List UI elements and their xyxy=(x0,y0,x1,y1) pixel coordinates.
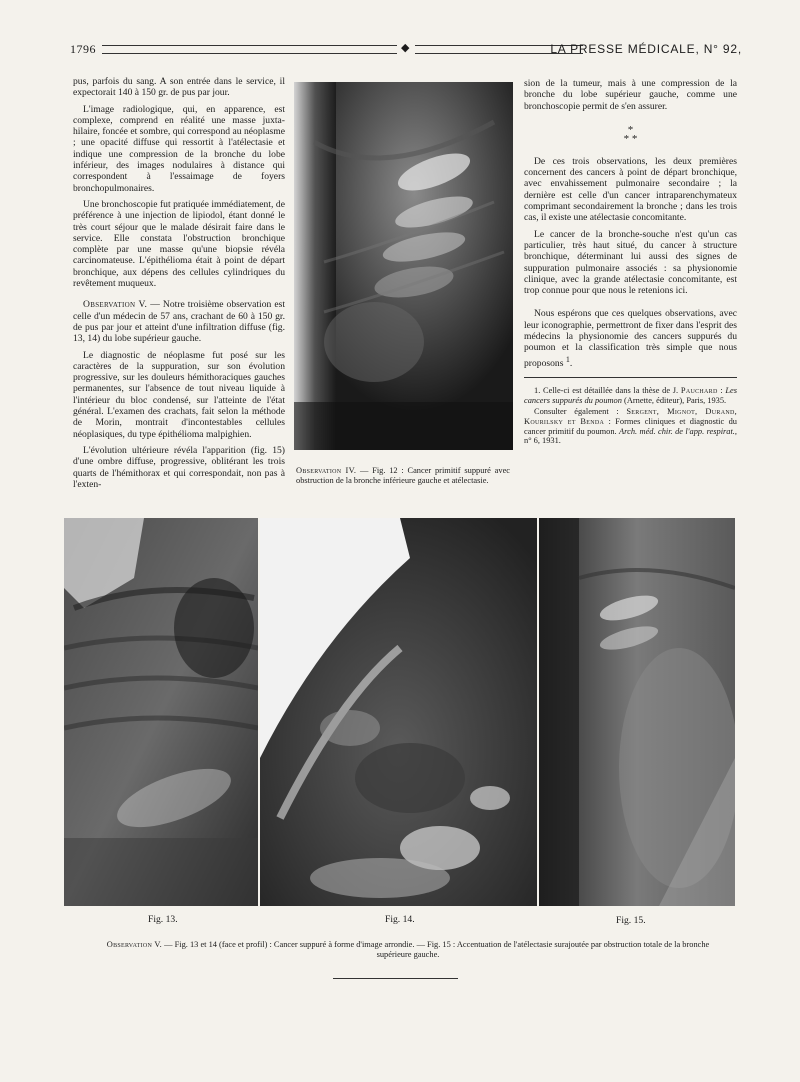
footnote-author: Pauchard xyxy=(680,386,718,396)
footnote-authors: Sergent, Mignot, Durand, Kourilsky et Benda xyxy=(524,407,737,426)
paragraph: pus, parfois du sang. A son entrée dans le service, il expectorait 140 à 150 gr. de pus par jour. xyxy=(73,76,285,99)
observation-v-paragraph xyxy=(73,299,285,344)
running-header xyxy=(70,42,742,60)
footnote-marker: 1 xyxy=(565,354,570,364)
caption-observation-label: Observation IV. xyxy=(296,466,357,475)
footnote-title: Les cancers suppurés du poumon xyxy=(524,386,738,405)
footnote-text: Consulter également : xyxy=(534,407,627,417)
footnote-rule xyxy=(524,377,737,378)
caption-text: — Fig. 13 et 14 (face et profil) : Cancer suppuré à forme d'image arrondie. — Fig. 15 : Accentuation de l'atélectasie surajoutée par obstruction totale de la bronche supérieure gauche. xyxy=(162,940,710,959)
footnote-separator: : xyxy=(717,386,726,396)
header-rule-left xyxy=(102,45,397,54)
footnote-journal: Arch. méd. chir. de l'app. respirat. xyxy=(619,426,735,436)
left-text-column xyxy=(73,76,285,495)
xray-figure-15 xyxy=(539,518,735,906)
section-break-asterisks xyxy=(524,123,737,145)
paragraph-text: Nous espérons que ces quelques observations, avec leur iconographie, permettront de fixer dans l'esprit des médecins la physionomie des cancers suppurés du poumon et la classification très simple que nous proposons xyxy=(524,308,737,369)
paragraph: Le cancer de la bronche-souche n'est qu'un cas particulier, très haut situé, du cancer à structure bronchique, déterminant lui aussi des signes de suppuration pulmonaire associés : sa physionomie clinique, avec la grande atélectasie concomitante, est trop connue pour que nous le retenions ici. xyxy=(524,228,737,297)
paragraph: Le diagnostic de néoplasme fut posé sur les caractères de la suppuration, sur son évolution progressive, sur les douleurs hémithoraciques gauches permanentes, sur l'absence de tout niveau liquide à l'intérieur du bloc condensé, sur l'atteinte de l'état général. L'examen des crachats, fait selon la méthode de Morin, montrait d'incontestables cellules néoplasiques, du type épithélioma malpighien. xyxy=(73,349,285,440)
paragraph xyxy=(524,308,737,369)
paragraph-text: — Notre troisième observation est celle d'un médecin de 57 ans, crachant de 60 à 150 gr. de pus par jour et atteint d'une infiltration diffuse (fig. 13, 14) du lobe supérieur gauche. xyxy=(73,299,286,345)
xray-figure-13 xyxy=(64,518,258,906)
footnote-text: (Arnette, éditeur), Paris, 1935. xyxy=(621,395,727,405)
footnote-text: : Formes cliniques et diagnostic du cancer primitif du poumon. xyxy=(524,416,737,436)
footnote-text: , n° 6, 1931. xyxy=(524,426,737,446)
right-text-column xyxy=(524,78,737,448)
diamond-ornament-icon: ◆ xyxy=(401,42,410,54)
asterisk-bottom: * * xyxy=(623,132,638,145)
closing-rule xyxy=(333,978,458,979)
footnote-1 xyxy=(524,386,737,405)
xray-figure-14 xyxy=(260,518,537,906)
observation-label: Observation V. xyxy=(83,299,148,311)
journal-title: LA PRESSE MÉDICALE, N° 92, xyxy=(550,42,742,56)
figure-13-label: Fig. 13. xyxy=(148,914,178,925)
paragraph: L'évolution ultérieure révéla l'apparition (fig. 15) d'une ombre diffuse, progressive, oblitérant les trois quarts de l'hémithorax et qui correspondait, non pas à l'exten- xyxy=(73,444,285,490)
figure-14-label: Fig. 14. xyxy=(385,914,415,925)
paragraph: sion de la tumeur, mais à une compression de la bronche du lobe supérieur gauche, comme une bronchoscopie permit de s'en assurer. xyxy=(524,78,737,112)
page-number: 1796 xyxy=(70,42,96,56)
figure-15-label: Fig. 15. xyxy=(616,915,646,926)
figure-12-caption xyxy=(296,466,510,486)
footnote-2 xyxy=(524,407,737,445)
footnotes xyxy=(524,386,737,446)
paragraph: De ces trois observations, les deux premières concernent des cancers à point de départ bronchique, avec envahissement pulmonaire secondaire ; la dernière est celle d'un cancer intraparenchymateux comprimant secondairement la bronche ; dans les trois cas, il existe une atélectasie concomitante. xyxy=(524,155,737,224)
figures-13-15-caption xyxy=(96,940,720,960)
caption-text: — Fig. 12 : Cancer primitif suppuré avec obstruction de la bronche inférieure gauche et atélectasie. xyxy=(296,466,511,485)
paragraph-end: . xyxy=(569,357,573,369)
footnote-text: 1. Celle-ci est détaillée dans la thèse de J. xyxy=(534,386,679,396)
caption-observation-label: Observation V. xyxy=(106,940,163,949)
asterisk-top: * xyxy=(627,123,634,136)
paragraph: Une bronchoscopie fut pratiquée immédiatement, de préférence à une injection de lipiodol, étant donné le très court séjour que le malade désirait faire dans le service. Elle constata l'obstruction bronchique complète par une masse qu'une biopsie révéla carcinomateuse. L'épithélioma était à point de départ bronchique, aux dépens des cellules cylindriques du revêtement muqueux. xyxy=(73,198,285,290)
paragraph: L'image radiologique, qui, en apparence, est complexe, comprend en réalité une masse juxta-hilaire, foncée et sombre, qui correspond au néoplasme ; une opacité diffuse qui ressortit à l'atélectasie et indique une compression de la bronche du lobe inférieur, des images nodulaires à distance qui correspondent à l'essaimage de foyers bronchopulmonaires. xyxy=(73,103,285,194)
xray-figure-12 xyxy=(294,82,513,450)
